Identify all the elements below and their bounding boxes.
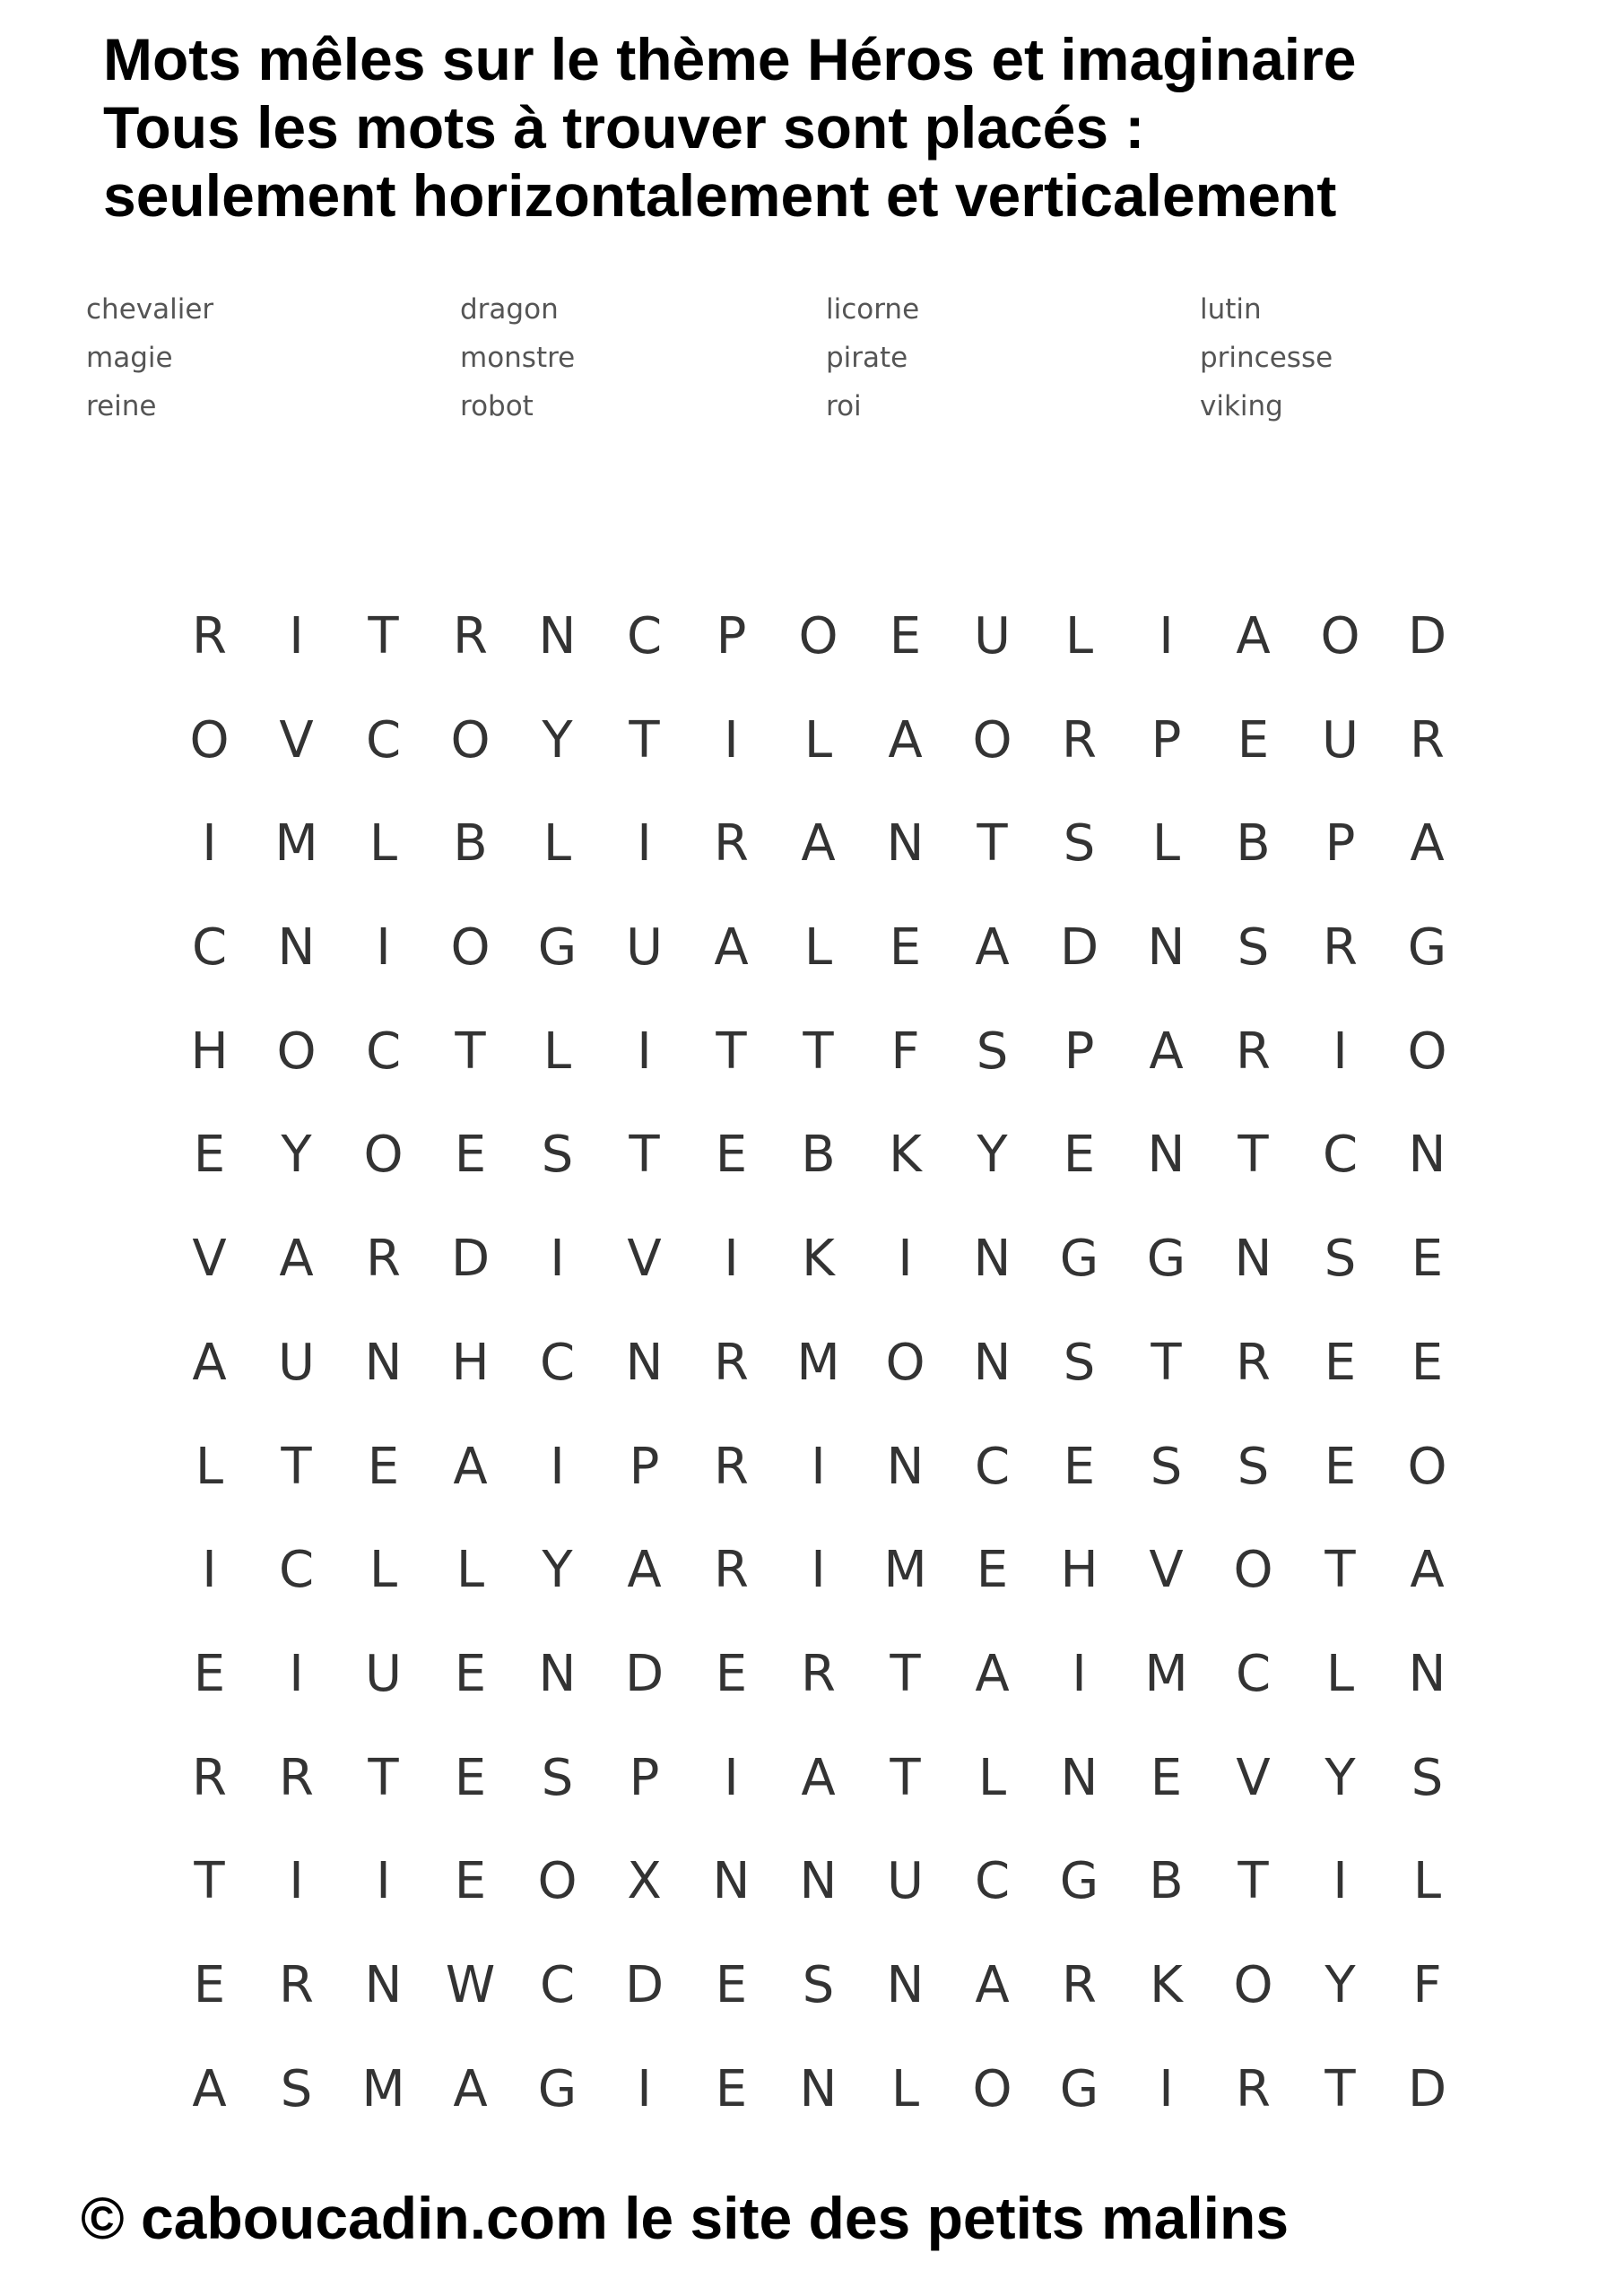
- grid-letter: N: [538, 1644, 577, 1703]
- word-list-column: [86, 285, 213, 430]
- grid-letter: A: [192, 1333, 227, 1392]
- grid-letter: T: [629, 1126, 660, 1185]
- word-item: reine: [86, 390, 157, 422]
- grid-letter: C: [974, 1852, 1011, 1911]
- grid-letter: F: [1412, 1955, 1442, 2014]
- grid-letter: K: [802, 1230, 835, 1289]
- grid-letter: F: [890, 1022, 920, 1081]
- grid-letter: N: [1408, 1644, 1446, 1703]
- grid-letter: I: [1072, 1644, 1087, 1703]
- grid-letter: T: [890, 1748, 921, 1807]
- grid-letter: A: [627, 1541, 662, 1600]
- word-item: pirate: [826, 342, 908, 374]
- grid-letter: T: [368, 1748, 399, 1807]
- grid-letter: C: [539, 1333, 576, 1392]
- grid-letter: T: [455, 1022, 486, 1081]
- word-item: princesse: [1200, 342, 1333, 374]
- word-list-column: [826, 285, 919, 430]
- grid-letter: I: [550, 1437, 565, 1496]
- grid-letter: L: [977, 1748, 1007, 1807]
- grid-letter: T: [1324, 1541, 1356, 1600]
- grid-letter: E: [454, 1852, 487, 1911]
- word-item: viking: [1200, 390, 1283, 422]
- grid-letter: D: [1407, 2059, 1447, 2118]
- grid-letter: N: [277, 918, 316, 978]
- grid-letter: E: [1063, 1437, 1096, 1496]
- grid-letter: C: [278, 1541, 315, 1600]
- grid-letter: L: [890, 2059, 920, 2118]
- grid-letter: E: [1063, 1126, 1096, 1185]
- word-item: monstre: [460, 342, 576, 374]
- grid-letter: H: [190, 1022, 229, 1081]
- grid-letter: A: [279, 1230, 314, 1289]
- grid-letter: O: [1233, 1541, 1273, 1600]
- grid-letter: E: [193, 1126, 226, 1185]
- grid-letter: O: [1320, 607, 1360, 665]
- grid-letter: A: [453, 1437, 488, 1496]
- grid-letter: O: [276, 1022, 317, 1081]
- grid-letter: O: [450, 918, 491, 978]
- grid-letter: E: [715, 1955, 748, 2014]
- grid-letter: C: [191, 918, 228, 978]
- grid-letter: G: [1407, 918, 1447, 978]
- grid-letter: T: [716, 1022, 747, 1081]
- grid-letter: P: [716, 607, 747, 665]
- grid-letter: S: [1411, 1748, 1444, 1807]
- grid-letter: C: [1235, 1644, 1272, 1703]
- grid-letter: R: [192, 1748, 227, 1807]
- grid-letter: U: [974, 607, 1011, 665]
- grid-letter: R: [453, 607, 488, 665]
- grid-letter: O: [189, 710, 230, 770]
- grid-letter: H: [451, 1333, 490, 1392]
- grid-letter: O: [1407, 1022, 1447, 1081]
- grid-letter: W: [445, 1955, 496, 2014]
- grid-letter: G: [1059, 2059, 1099, 2118]
- grid-letter: C: [365, 710, 402, 770]
- grid-letter: R: [1062, 710, 1097, 770]
- grid-letter: R: [366, 1230, 401, 1289]
- grid-letter: I: [376, 1852, 391, 1911]
- grid-letter: I: [202, 1541, 217, 1600]
- grid-letter: N: [712, 1852, 751, 1911]
- grid-letter: U: [365, 1644, 402, 1703]
- grid-letter: A: [1149, 1022, 1184, 1081]
- instructions-line-1: Tous les mots à trouver sont placés :: [103, 94, 1145, 161]
- word-item: magie: [86, 342, 173, 374]
- grid-letter: E: [715, 2059, 748, 2118]
- grid-letter: G: [1059, 1230, 1099, 1289]
- grid-letter: I: [1333, 1852, 1348, 1911]
- grid-letter: D: [1407, 607, 1447, 665]
- grid-letter: O: [972, 2059, 1012, 2118]
- grid-letter: O: [450, 710, 491, 770]
- grid-letter: N: [886, 1437, 925, 1496]
- grid-letter: N: [886, 814, 925, 874]
- grid-letter: N: [538, 607, 577, 665]
- grid-letter: A: [801, 1748, 836, 1807]
- grid-letter: I: [1159, 2059, 1174, 2118]
- word-list-column: [1200, 285, 1333, 430]
- grid-letter: E: [715, 1644, 748, 1703]
- grid-letter: L: [803, 918, 833, 978]
- grid-letter: T: [1151, 1333, 1182, 1392]
- grid-letter: A: [1236, 607, 1271, 665]
- grid-letter: E: [1324, 1437, 1357, 1496]
- grid-letter: E: [889, 918, 922, 978]
- grid-letter: U: [278, 1333, 315, 1392]
- grid-letter: S: [1063, 1333, 1096, 1392]
- grid-letter: I: [811, 1437, 826, 1496]
- grid-letter: I: [724, 1230, 739, 1289]
- grid-letter: O: [972, 710, 1012, 770]
- grid-letter: I: [637, 1022, 652, 1081]
- grid-letter: U: [1322, 710, 1359, 770]
- grid-letter: Y: [1324, 1748, 1356, 1807]
- grid-letter: L: [369, 1541, 398, 1600]
- grid-letter: N: [1408, 1126, 1446, 1185]
- grid-letter: G: [1146, 1230, 1186, 1289]
- grid-letter: E: [1411, 1230, 1444, 1289]
- grid-letter: H: [1060, 1541, 1099, 1600]
- grid-letter: S: [541, 1748, 574, 1807]
- grid-letter: N: [973, 1333, 1012, 1392]
- grid-letter: I: [376, 918, 391, 978]
- grid-letter: D: [624, 1955, 664, 2014]
- page-header: [103, 25, 1583, 230]
- grid-letter: S: [1063, 814, 1096, 874]
- grid-letter: P: [1151, 710, 1182, 770]
- grid-letter: I: [1333, 1022, 1348, 1081]
- grid-letter: L: [456, 1541, 485, 1600]
- grid-letter: I: [637, 814, 652, 874]
- grid-letter: Y: [542, 1541, 573, 1600]
- grid-letter: V: [192, 1230, 227, 1289]
- grid-letter: B: [453, 814, 488, 874]
- grid-letter: I: [289, 1644, 304, 1703]
- grid-letter: I: [724, 710, 739, 770]
- grid-letter: R: [714, 1437, 749, 1496]
- word-item: chevalier: [86, 293, 214, 326]
- grid-letter: I: [724, 1748, 739, 1807]
- grid-letter: E: [1324, 1333, 1357, 1392]
- grid-letter: N: [799, 1852, 838, 1911]
- grid-letter: N: [364, 1333, 403, 1392]
- grid-letter: E: [193, 1955, 226, 2014]
- grid-letter: L: [369, 814, 398, 874]
- grid-letter: R: [714, 814, 749, 874]
- grid-letter: E: [889, 607, 922, 665]
- grid-letter: L: [803, 710, 833, 770]
- grid-letter: R: [1236, 2059, 1271, 2118]
- grid-letter: E: [976, 1541, 1009, 1600]
- grid-letter: S: [541, 1126, 574, 1185]
- grid-letter: O: [1407, 1437, 1447, 1496]
- grid-letter: A: [975, 918, 1010, 978]
- grid-letter: I: [898, 1230, 913, 1289]
- grid-letter: A: [1410, 1541, 1445, 1600]
- grid-letter: S: [1324, 1230, 1357, 1289]
- grid-letter: M: [361, 2059, 405, 2118]
- grid-letter: Y: [1324, 1955, 1356, 2014]
- grid-letter: S: [1237, 918, 1270, 978]
- grid-letter: M: [883, 1541, 927, 1600]
- grid-letter: R: [1323, 918, 1358, 978]
- grid-letter: N: [364, 1955, 403, 2014]
- grid-letter: E: [1237, 710, 1270, 770]
- grid-letter: O: [798, 607, 838, 665]
- grid-letter: R: [279, 1748, 314, 1807]
- grid-letter: Y: [542, 710, 573, 770]
- grid-letter: D: [1059, 918, 1099, 978]
- grid-letter: A: [975, 1644, 1010, 1703]
- grid-letter: T: [1238, 1126, 1269, 1185]
- grid-letter: R: [714, 1333, 749, 1392]
- grid-letter: A: [453, 2059, 488, 2118]
- grid-letter: N: [1147, 918, 1185, 978]
- word-item: dragon: [460, 293, 559, 326]
- grid-letter: S: [280, 2059, 313, 2118]
- grid-letter: N: [973, 1230, 1012, 1289]
- grid-letter: S: [1150, 1437, 1183, 1496]
- grid-letter: B: [801, 1126, 836, 1185]
- grid-letter: E: [367, 1437, 400, 1496]
- grid-letter: C: [365, 1022, 402, 1081]
- grid-letter: E: [454, 1748, 487, 1807]
- grid-letter: N: [1234, 1230, 1272, 1289]
- grid-letter: A: [975, 1955, 1010, 2014]
- word-list-column: [460, 285, 575, 430]
- grid-letter: V: [627, 1230, 662, 1289]
- grid-letter: C: [1322, 1126, 1359, 1185]
- grid-letter: R: [279, 1955, 314, 2014]
- grid-letter: G: [537, 2059, 578, 2118]
- grid-letter: D: [624, 1644, 664, 1703]
- grid-letter: N: [1147, 1126, 1185, 1185]
- grid-letter: G: [1059, 1852, 1099, 1911]
- grid-letter: T: [977, 814, 1008, 874]
- grid-letter: T: [1324, 2059, 1356, 2118]
- grid-letter: P: [629, 1437, 660, 1496]
- grid-letter: A: [714, 918, 749, 978]
- grid-letter: E: [715, 1126, 748, 1185]
- grid-letter: C: [974, 1437, 1011, 1496]
- grid-letter: R: [1410, 710, 1445, 770]
- grid-letter: I: [550, 1230, 565, 1289]
- grid-letter: O: [885, 1333, 925, 1392]
- grid-letter: A: [801, 814, 836, 874]
- grid-letter: R: [1236, 1333, 1271, 1392]
- grid-letter: O: [537, 1852, 578, 1911]
- grid-letter: L: [543, 814, 572, 874]
- word-item: licorne: [826, 293, 920, 326]
- word-item: lutin: [1200, 293, 1262, 326]
- grid-letter: C: [626, 607, 663, 665]
- grid-letter: E: [1150, 1748, 1183, 1807]
- grid-letter: S: [1237, 1437, 1270, 1496]
- grid-letter: I: [811, 1541, 826, 1600]
- grid-letter: L: [1325, 1644, 1355, 1703]
- grid-letter: L: [543, 1022, 572, 1081]
- grid-letter: O: [1233, 1955, 1273, 2014]
- grid-letter: M: [796, 1333, 840, 1392]
- grid-letter: L: [1412, 1852, 1442, 1911]
- grid-letter: V: [1236, 1748, 1271, 1807]
- grid-letter: T: [629, 710, 660, 770]
- grid-letter: C: [539, 1955, 576, 2014]
- grid-letter: L: [1151, 814, 1181, 874]
- grid-letter: N: [625, 1333, 664, 1392]
- grid-letter: R: [1062, 1955, 1097, 2014]
- grid-letter: P: [1064, 1022, 1095, 1081]
- grid-letter: M: [274, 814, 318, 874]
- grid-letter: Y: [281, 1126, 312, 1185]
- grid-letter: N: [886, 1955, 925, 2014]
- grid-letter: K: [1150, 1955, 1183, 2014]
- grid-letter: S: [802, 1955, 835, 2014]
- grid-letter: T: [890, 1644, 921, 1703]
- grid-letter: L: [1064, 607, 1094, 665]
- grid-letter: I: [289, 607, 304, 665]
- grid-letter: I: [202, 814, 217, 874]
- grid-letter: Y: [977, 1126, 1008, 1185]
- grid-letter: E: [1411, 1333, 1444, 1392]
- grid-letter: R: [1236, 1022, 1271, 1081]
- word-item: robot: [460, 390, 534, 422]
- grid-letter: T: [803, 1022, 834, 1081]
- grid-letter: U: [887, 1852, 924, 1911]
- instructions-line-2: seulement horizontalement et verticalement: [103, 162, 1337, 229]
- grid-letter: V: [279, 710, 314, 770]
- grid-letter: B: [1236, 814, 1271, 874]
- grid-letter: O: [363, 1126, 404, 1185]
- grid-letter: T: [1238, 1852, 1269, 1911]
- grid-letter: N: [799, 2059, 838, 2118]
- grid-letter: K: [889, 1126, 922, 1185]
- grid-letter: T: [368, 607, 399, 665]
- grid-letter: T: [281, 1437, 312, 1496]
- grid-letter: R: [801, 1644, 836, 1703]
- word-item: roi: [826, 390, 862, 422]
- grid-letter: P: [1324, 814, 1356, 874]
- grid-letter: T: [194, 1852, 225, 1911]
- grid-letter: E: [454, 1644, 487, 1703]
- grid-letter: E: [454, 1126, 487, 1185]
- grid-letter: D: [450, 1230, 491, 1289]
- grid-letter: E: [193, 1644, 226, 1703]
- grid-letter: I: [289, 1852, 304, 1911]
- grid-letter: G: [537, 918, 578, 978]
- grid-letter: R: [714, 1541, 749, 1600]
- grid-letter: A: [192, 2059, 227, 2118]
- grid-letter: U: [626, 918, 663, 978]
- grid-letter: B: [1149, 1852, 1184, 1911]
- grid-letter: A: [888, 710, 923, 770]
- grid-letter: P: [629, 1748, 660, 1807]
- grid-letter: I: [1159, 607, 1174, 665]
- grid-letter: A: [1410, 814, 1445, 874]
- grid-letter: N: [1060, 1748, 1099, 1807]
- grid-letter: X: [627, 1852, 662, 1911]
- copyright-footer: © caboucadin.com le site des petits malins: [81, 2185, 1290, 2251]
- letter-grid: [166, 585, 1471, 2141]
- grid-letter: V: [1149, 1541, 1184, 1600]
- grid-letter: S: [976, 1022, 1009, 1081]
- page-title: Mots mêles sur le thème Héros et imaginaire: [103, 26, 1357, 92]
- word-list: [86, 285, 1521, 438]
- grid-letter: R: [192, 607, 227, 665]
- grid-letter: I: [637, 2059, 652, 2118]
- grid-letter: L: [195, 1437, 224, 1496]
- grid-letter: M: [1144, 1644, 1188, 1703]
